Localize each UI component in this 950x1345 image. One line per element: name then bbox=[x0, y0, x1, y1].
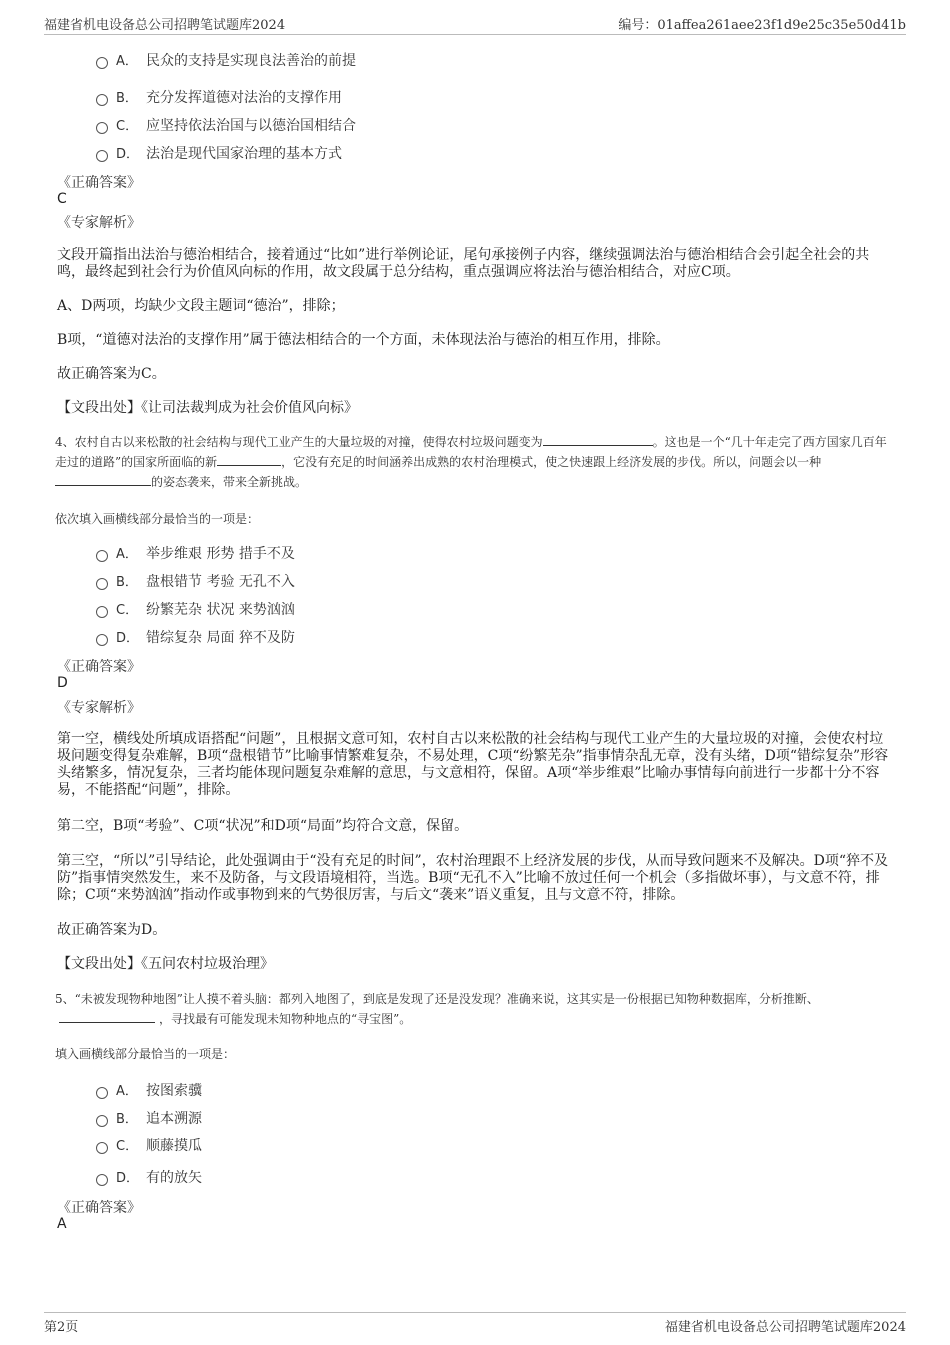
radio-icon[interactable] bbox=[96, 57, 108, 69]
q3-source: 【文段出处】《让司法裁判成为社会价值风向标》 bbox=[57, 400, 358, 416]
q3-option-d[interactable]: D． 法治是现代国家治理的基本方式 bbox=[96, 143, 342, 163]
radio-icon[interactable] bbox=[96, 550, 108, 562]
q3-analysis-label: 《专家解析》 bbox=[57, 215, 141, 231]
footer-title: 福建省机电设备总公司招聘笔试题库2024 bbox=[664, 1320, 906, 1335]
q5-answer: A bbox=[57, 1216, 67, 1232]
q3-analysis-p2: A、D两项，均缺少文段主题词“德治”，排除； bbox=[57, 298, 345, 314]
page-header bbox=[44, 12, 906, 35]
q3-option-a[interactable]: A． 民众的支持是实现良法善治的前提 bbox=[96, 50, 356, 70]
q4-blank-3 bbox=[55, 473, 151, 486]
q3-analysis-p1: 文段开篇指出法治与德治相结合，接着通过“比如”进行举例论证，尾句承接例子内容，继续强调法治与德治相结合会引起全社会的共鸣，最终起到社会行为价值风向标的作用，故文段属于总分结构，重点强调应将法治与德治相结合，对应C项。 bbox=[57, 247, 870, 280]
q5-option-d[interactable]: D． 有的放矢 bbox=[96, 1167, 202, 1187]
radio-icon[interactable] bbox=[96, 94, 108, 106]
q4-analysis-p3: 第三空，“所以”引导结论，此处强调由于“没有充足的时间”，农村治理跟不上经济发展的步伐，从而导致问题来不及解决。D项“猝不及防”指事情突然发生，来不及防备，与文段语境相符，当选。B项“无孔不入”比喻不放过任何一个机会（多指做坏事），与文意不符，排除；C项“来势汹汹”指动作或事物到来的气势很厉害，与后文“袭来”语义重复，且与文意不符，排除。 bbox=[57, 853, 889, 903]
q3-analysis-p3: B项，“道德对法治的支撑作用”属于德法相结合的一个方面，未体现法治与德治的相互作用，排除。 bbox=[57, 332, 670, 348]
q5-option-c[interactable]: C． 顺藤摸瓜 bbox=[96, 1135, 202, 1155]
q4-source: 【文段出处】《五问农村垃圾治理》 bbox=[57, 956, 274, 972]
q4-blank-2 bbox=[217, 453, 281, 466]
radio-icon[interactable] bbox=[96, 578, 108, 590]
radio-icon[interactable] bbox=[96, 634, 108, 646]
radio-icon[interactable] bbox=[96, 1142, 108, 1154]
q5-option-a[interactable]: A． 按图索骥 bbox=[96, 1080, 202, 1100]
radio-icon[interactable] bbox=[96, 1087, 108, 1099]
q4-question: 4、农村自古以来松散的社会结构与现代工业产生的大量垃圾的对撞，使得农村垃圾问题变为 。这也是一个“几十年走完了西方国家几百年走过的道路”的国家所面临的新 ，它没有充足的时间涵养出成熟的农村治理模式，使之快速跟上经济发展的步伐。所以，问题会以一种的姿态袭来，带来全新挑战。 bbox=[55, 435, 887, 489]
q3-answer-label: 《正确答案》 bbox=[57, 175, 141, 191]
q5-option-b[interactable]: B． 追本溯源 bbox=[96, 1108, 202, 1128]
q4-instruction: 依次填入画横线部分最恰当的一项是： bbox=[55, 512, 260, 526]
q4-analysis-p2: 第二空，B项“考验”、C项“状况”和D项“局面”均符合文意，保留。 bbox=[57, 818, 469, 834]
q4-blank-1 bbox=[543, 433, 653, 446]
q4-answer-label: 《正确答案》 bbox=[57, 659, 141, 675]
radio-icon[interactable] bbox=[96, 1115, 108, 1127]
radio-icon[interactable] bbox=[96, 606, 108, 618]
q4-answer: D bbox=[57, 675, 68, 691]
header-doc-id: 编号：01affea261aee23f1d9e25c35e50d41b bbox=[618, 18, 906, 33]
q3-option-b[interactable]: B． 充分发挥道德对法治的支撑作用 bbox=[96, 87, 342, 107]
q4-analysis-p1: 第一空，横线处所填成语搭配“问题”，且根据文意可知，农村自古以来松散的社会结构与现代工业产生的大量垃圾的对撞，会使农村垃圾问题变得复杂难解，B项“盘根错节”比喻事情繁难复杂，不易处理，C项“纷繁芜杂”指事情杂乱无章，没有头绪，D项“错综复杂”形容头绪繁多，情况复杂，三者均能体现问题复杂难解的意思，与文意相符，保留。A项“举步维艰”比喻办事情每向前进行一步都十分不容易，不能搭配“问题”，排除。 bbox=[57, 731, 889, 798]
q4-option-c[interactable]: C． 纷繁芜杂 状况 来势汹汹 bbox=[96, 599, 295, 619]
q4-analysis-p4: 故正确答案为D。 bbox=[57, 922, 167, 938]
radio-icon[interactable] bbox=[96, 150, 108, 162]
q4-option-d[interactable]: D． 错综复杂 局面 猝不及防 bbox=[96, 627, 295, 647]
q3-analysis-p4: 故正确答案为C。 bbox=[57, 366, 166, 382]
q5-answer-label: 《正确答案》 bbox=[57, 1200, 141, 1216]
header-title: 福建省机电设备总公司招聘笔试题库2024 bbox=[44, 18, 286, 33]
radio-icon[interactable] bbox=[96, 122, 108, 134]
page-number: 第2页 bbox=[44, 1320, 79, 1335]
q4-option-a[interactable]: A． 举步维艰 形势 措手不及 bbox=[96, 543, 295, 563]
q5-instruction: 填入画横线部分最恰当的一项是： bbox=[55, 1047, 236, 1061]
page-footer bbox=[44, 1312, 906, 1335]
q5-blank-1 bbox=[59, 1010, 155, 1023]
q3-option-c[interactable]: C． 应坚持依法治国与以德治国相结合 bbox=[96, 115, 356, 135]
q4-option-b[interactable]: B． 盘根错节 考验 无孔不入 bbox=[96, 571, 295, 591]
radio-icon[interactable] bbox=[96, 1174, 108, 1186]
q4-analysis-label: 《专家解析》 bbox=[57, 700, 141, 716]
q5-question: 5、“未被发现物种地图”让人摸不着头脑：都列入地图了，到底是发现了还是没发现？准确来说，这其实是一份根据已知物种数据库，分析推断、，寻找最有可能发现未知物种地点的“寻宝图”。 bbox=[55, 992, 819, 1026]
q3-answer: C bbox=[57, 191, 67, 207]
